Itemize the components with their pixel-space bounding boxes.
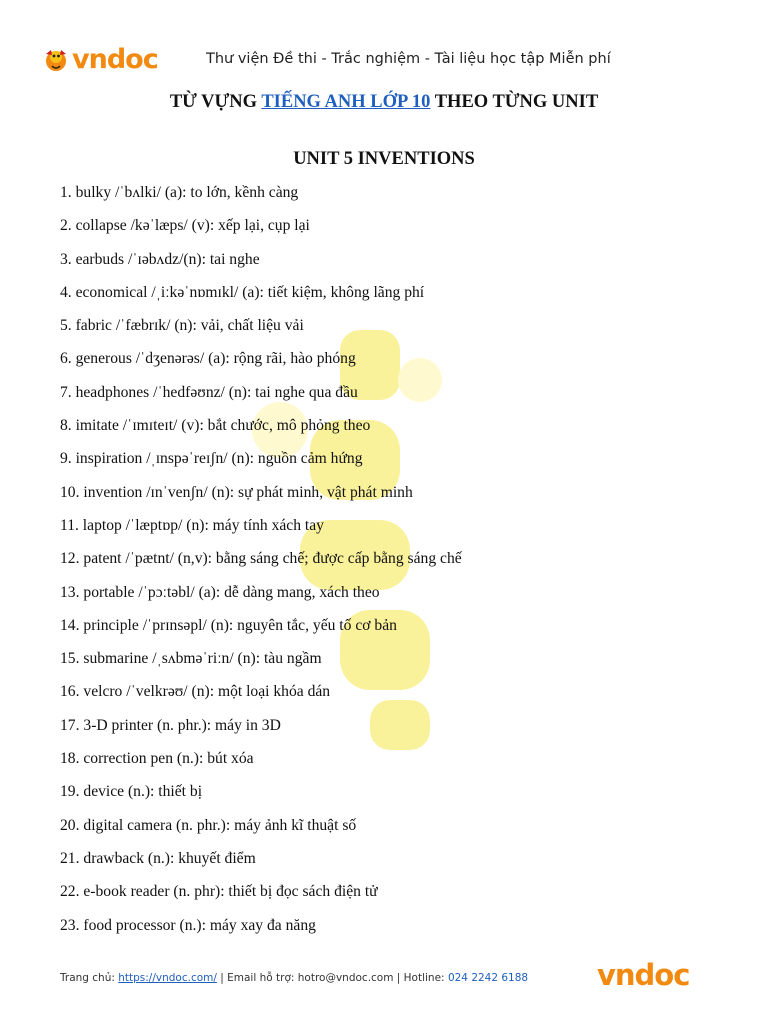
title-suffix: THEO TỪNG UNIT xyxy=(430,92,599,112)
document-title xyxy=(0,92,768,113)
vocab-item: 17. 3-D printer (n. phr.): máy in 3D xyxy=(60,716,281,734)
vocab-item: 6. generous /ˈdʒenərəs/ (a): rộng rãi, hào phóng xyxy=(60,350,356,368)
vndoc-logo[interactable] xyxy=(42,44,158,75)
page-footer xyxy=(60,972,528,984)
mascot-icon xyxy=(42,46,70,74)
vocab-item: 22. e-book reader (n. phr): thiết bị đọc sách điện tử xyxy=(60,883,378,901)
footer-email-text: | Email hỗ trợ: hotro@vndoc.com | Hotline: xyxy=(216,972,448,984)
vocab-item: 13. portable /ˈpɔːtəbl/ (a): dễ dàng mang, xách theo xyxy=(60,583,380,601)
vocab-item: 11. laptop /ˈlæptɒp/ (n): máy tính xách tay xyxy=(60,516,324,534)
footer-home-link[interactable]: https://vndoc.com/ xyxy=(118,972,217,984)
vocab-item: 1. bulky /ˈbʌlki/ (a): to lớn, kềnh càng xyxy=(60,184,299,201)
title-link[interactable]: TIẾNG ANH LỚP 10 xyxy=(261,92,431,112)
vocab-item: 14. principle /ˈprɪnsəpl/ (n): nguyên tắc, yếu tố cơ bản xyxy=(60,616,397,634)
vocab-item: 21. drawback (n.): khuyết điểm xyxy=(60,849,256,867)
vocab-item: 2. collapse /kəˈlæps/ (v): xếp lại, cụp lại xyxy=(60,217,310,235)
header-tagline: Thư viện Đề thi - Trắc nghiệm - Tài liệu học tập Miễn phí xyxy=(206,51,611,67)
vocab-item: 4. economical /ˌiːkəˈnɒmɪkl/ (a): tiết kiệm, không lãng phí xyxy=(60,283,425,301)
vocab-item: 10. invention /ɪnˈvenʃn/ (n): sự phát minh, vật phát minh xyxy=(60,483,413,501)
vocab-item: 16. velcro /ˈvelkrəʊ/ (n): một loại khóa dán xyxy=(60,683,331,701)
vocabulary-list xyxy=(60,181,462,947)
vocab-item: 23. food processor (n.): máy xay đa năng xyxy=(60,916,316,934)
logo-text: vndoc xyxy=(72,44,158,75)
vocab-item: 9. inspiration /ˌɪnspəˈreɪʃn/ (n): nguồn cảm hứng xyxy=(60,450,363,468)
footer-hotline[interactable]: 024 2242 6188 xyxy=(447,972,529,984)
vocab-item: 12. patent /ˈpætnt/ (n,v): bằng sáng chế; được cấp bằng sáng chế xyxy=(60,550,462,568)
vocab-item: 7. headphones /ˈhedfəʊnz/ (n): tai nghe qua đầu xyxy=(60,383,358,401)
vocab-item: 8. imitate /ˈɪmɪteɪt/ (v): bắt chước, mô phỏng theo xyxy=(60,417,371,435)
footer-logo[interactable]: vndoc xyxy=(597,958,690,992)
page-header xyxy=(40,40,728,80)
vocab-item: 5. fabric /ˈfæbrɪk/ (n): vải, chất liệu vải xyxy=(60,317,304,335)
vocab-item: 19. device (n.): thiết bị xyxy=(60,783,203,801)
unit-title: UNIT 5 INVENTIONS xyxy=(293,149,475,169)
vocab-item: 18. correction pen (n.): bút xóa xyxy=(60,750,254,768)
vocab-item: 15. submarine /ˌsʌbməˈriːn/ (n): tàu ngầm xyxy=(60,650,322,668)
vocab-item: 3. earbuds /ˈɪəbʌdz/(n): tai nghe xyxy=(60,250,260,268)
footer-home-label: Trang chủ: xyxy=(60,972,119,984)
title-prefix: TỪ VỰNG xyxy=(169,92,262,112)
vocab-item: 20. digital camera (n. phr.): máy ảnh kĩ thuật số xyxy=(60,816,357,834)
